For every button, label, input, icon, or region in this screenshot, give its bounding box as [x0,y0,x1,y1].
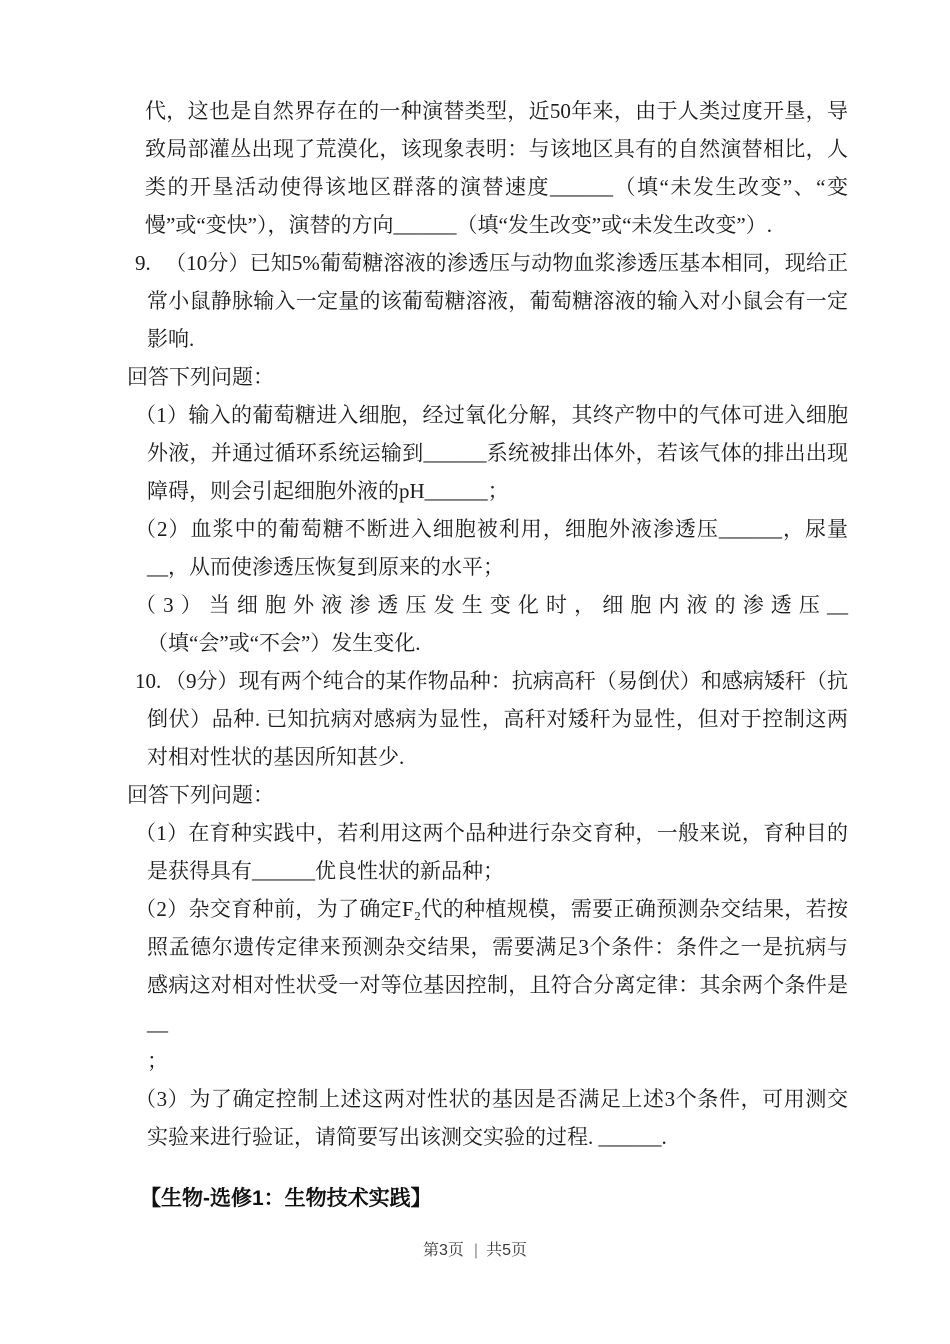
section-heading-biology-elective: 【生物-选修1：生物技术实践】 [140,1187,432,1210]
question-10-sub-item-1: （1）在育种实践中，若利用这两个品种进行杂交育种，一般来说，育种目的是获得具有______优良性状的新品种； [135,821,848,883]
footer-separator: | [473,1242,479,1259]
question-10-number: 10. [135,669,162,693]
page-footer [0,1240,950,1262]
question-10-sub-item-2-trailing-semicolon: ； [147,1049,168,1073]
question-10-stem-text: （9分）现有两个纯合的某作物品种：抗病高秆（易倒伏）和感病矮秆（抗倒伏）品种. 已知抗病对感病为显性，高秆对矮秆为显性，但对于控制这两对相对性状的基因所知甚少. [147,669,848,769]
question-9-number: 9. [135,251,151,275]
question-9-answer-prompt: 回答下列问题： [127,365,274,389]
question-9-stem-paragraph [135,244,848,358]
question-9-sub-item-1: （1）输入的葡萄糖进入细胞，经过氧化分解，其终产物中的气体可进入细胞外液，并通过循环系统运输到______系统被排出体外，若该气体的排出出现障碍，则会引起细胞外液的pH______； [135,403,848,503]
question-10-stem-paragraph [135,662,848,776]
question-9-sub-item-2: （2）血浆中的葡萄糖不断进入细胞被利用，细胞外液渗透压______，尿量__，从而使渗透压恢复到原来的水平； [135,517,848,579]
question-9-sub-item-3-line-1: （3）当细胞外液渗透压发生变化时，细胞内液的渗透压__ [135,593,848,617]
question-10-answer-prompt: 回答下列问题： [127,783,274,807]
question-8-continuation-text: 代，这也是自然界存在的一种演替类型，近50年来，由于人类过度开垦，导致局部灌丛出现了荒漠化，该现象表明：与该地区具有的自然演替相比，人类的开垦活动使得该地区群落的演替速度______（填“未发生改变”、“变慢”或“变快”），演替的方向______（填“发生改变”或“未发生改变”）. [145,99,848,237]
footer-total-pages-label: 共5页 [486,1242,527,1259]
question-9-sub-item-3-line-2: （填“会”或“不会”）发生变化. [147,631,421,655]
footer-current-page-label: 第3页 [423,1242,464,1259]
question-9-stem-text: （10分）已知5%葡萄糖溶液的渗透压与动物血浆渗透压基本相同，现给正常小鼠静脉输入一定量的该葡萄糖溶液，葡萄糖溶液的输入对小鼠会有一定影响. [147,251,848,351]
question-10-sub-item-2: （2）杂交育种前，为了确定F₂代的种植规模，需要正确预测杂交结果，若按照孟德尔遗传定律来预测杂交结果，需要满足3个条件：条件之一是抗病与感病这对相对性状受一对等位基因控制，且符合分离定律：其余两个条件是__ [135,897,848,1035]
question-10-sub-item-3: （3）为了确定控制上述这两对性状的基因是否满足上述3个条件，可用测交实验来进行验证，请简要写出该测交实验的过程. ______. [135,1087,848,1149]
